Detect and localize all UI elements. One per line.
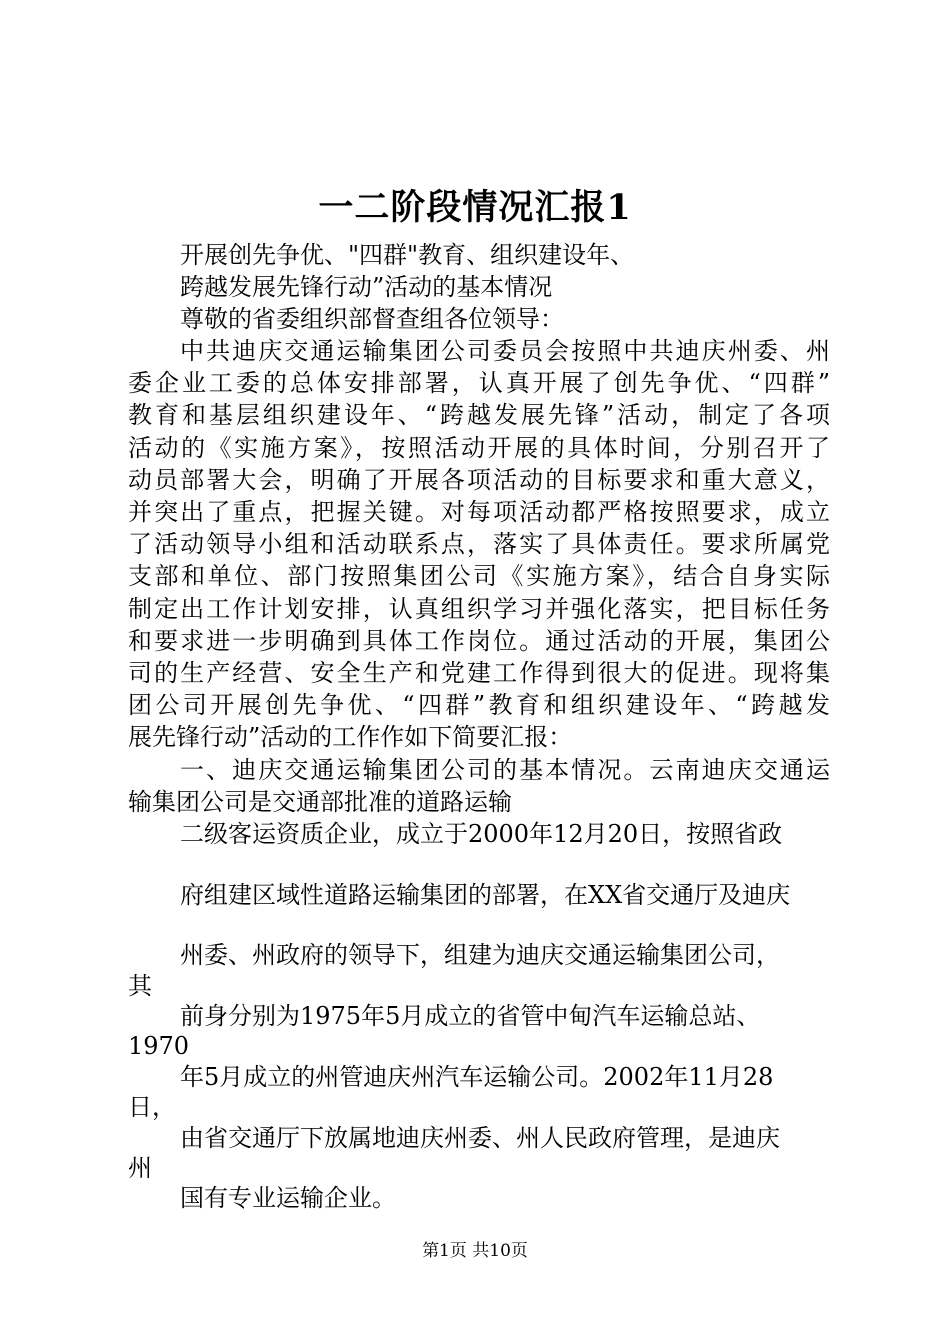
- paragraph-line: 国有专业运输企业。: [180, 1184, 396, 1212]
- paragraph-line: 支部和单位、部门按照集团公司《实施方案》，结合自身实际: [128, 562, 830, 590]
- paragraph-line: 府组建区域性道路运输集团的部署，在XX省交通厅及迪庆: [180, 881, 791, 909]
- paragraph-line: 动员部署大会，明确了开展各项活动的目标要求和重大意义，: [128, 466, 830, 494]
- paragraph-line: 展先锋行动”活动的工作作如下简要汇报：: [128, 723, 573, 751]
- document-title: 一二阶段情况汇报1: [318, 187, 632, 228]
- paragraph-line: 活动的《实施方案》，按照活动开展的具体时间，分别召开了: [128, 434, 830, 462]
- paragraph-line: 委企业工委的总体安排部署，认真开展了创先争优、“四群”: [128, 369, 830, 397]
- paragraph-line: 二级客运资质企业，成立于2000年12月20日，按照省政: [180, 820, 783, 848]
- paragraph-line: 制定出工作计划安排，认真组织学习并强化落实，把目标任务: [128, 595, 830, 623]
- paragraph-line: 1970: [128, 1032, 190, 1060]
- paragraph-line: 其: [128, 972, 152, 1000]
- paragraph-line: 年5月成立的州管迪庆州汽车运输公司。2002年11月28: [180, 1063, 774, 1091]
- paragraph-line: 了活动领导小组和活动联系点，落实了具体责任。要求所属党: [128, 530, 830, 558]
- paragraph-line: 并突出了重点，把握关键。对每项活动都严格按照要求，成立: [128, 498, 830, 526]
- section-heading-line: 一、迪庆交通运输集团公司的基本情况。云南迪庆交通运: [180, 756, 830, 784]
- paragraph-line: 和要求进一步明确到具体工作岗位。通过活动的开展，集团公: [128, 627, 830, 655]
- paragraph-line: 司的生产经营、安全生产和党建工作得到很大的促进。现将集: [128, 659, 830, 687]
- paragraph-line: 团公司开展创先争优、“四群”教育和组织建设年、“跨越发: [128, 691, 830, 719]
- paragraph-line: 教育和基层组织建设年、“跨越发展先锋”活动，制定了各项: [128, 401, 830, 429]
- paragraph-line: 中共迪庆交通运输集团公司委员会按照中共迪庆州委、州: [180, 337, 830, 365]
- salutation: 尊敬的省委组织部督查组各位领导：: [180, 305, 564, 333]
- paragraph-line: 前身分别为1975年5月成立的省管中甸汽车运输总站、: [180, 1002, 761, 1030]
- page-number-footer: 第1页 共10页: [422, 1241, 528, 1261]
- paragraph-line: 由省交通厅下放属地迪庆州委、州人民政府管理，是迪庆: [180, 1124, 780, 1152]
- paragraph-line: 州委、州政府的领导下，组建为迪庆交通运输集团公司，: [180, 941, 780, 969]
- subtitle-line-1: 开展创先争优、"四群"教育、组织建设年、: [180, 241, 635, 269]
- paragraph-line: 州: [128, 1154, 152, 1182]
- paragraph-line: 日，: [128, 1093, 176, 1121]
- paragraph-line: 输集团公司是交通部批准的道路运输: [128, 788, 512, 816]
- subtitle-line-2: 跨越发展先锋行动”活动的基本情况: [180, 273, 553, 301]
